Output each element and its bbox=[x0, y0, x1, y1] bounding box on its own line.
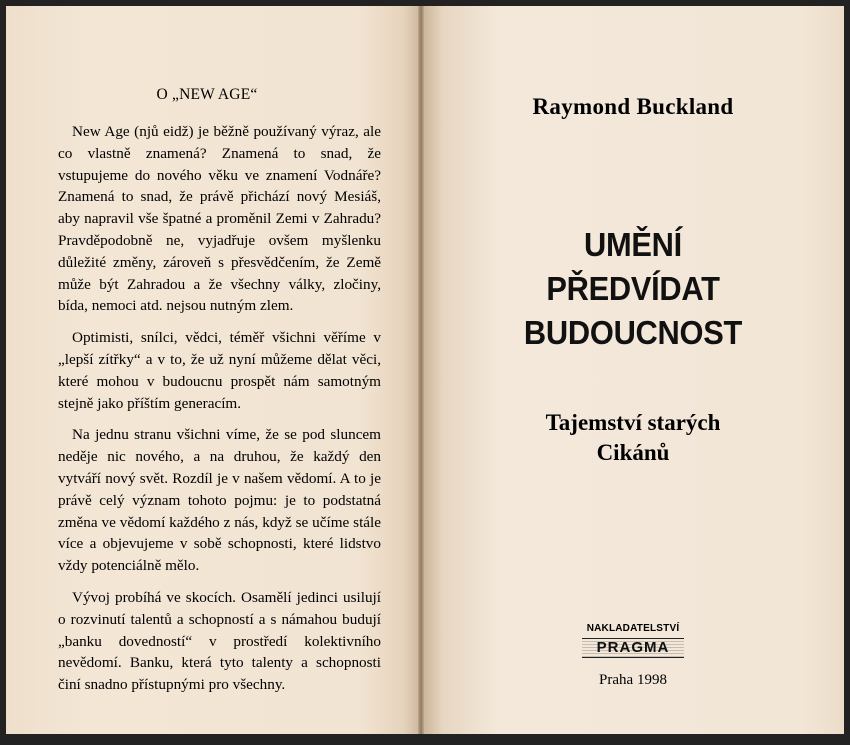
left-page-body bbox=[58, 121, 381, 706]
section-heading: O „NEW AGE“ bbox=[156, 86, 258, 103]
paragraph-4: Vývoj probíhá ve skocích. Osamělí jedinci usilují o rozvinutí talentů a schopností a s námahou budují „banku dovedností“ v prostředí kolektivního nevědomí. Banku, která tyto talenty a schopnosti činí snadno přístupnými pro všechny. bbox=[58, 588, 381, 694]
title-line-2: PŘEDVÍDAT bbox=[546, 271, 720, 308]
book-subtitle bbox=[422, 408, 844, 468]
paragraph-3: Na jednu stranu všichni víme, že se pod sluncem neděje nic nového, a na druhou, že každý den vytváří nový svět. Rozdíl je v našem vědomí. A to je právě celý význam tohoto pojmu: je to podstatná změna ve vědomí každého z nás, když se učíme stále více a objevujeme v sobě schopnosti, které lidstvo vždy potenciálně mělo. bbox=[58, 426, 381, 575]
subtitle-line-1: Tajemství starých bbox=[545, 410, 721, 435]
paragraph-1: New Age (njů eidž) je běžně používaný výraz, ale co vlastně znamená? Znamená to snad, že vstupujeme do nového věku ve znamení Vodnáře? Znamená to snad, že právě přichází nový Mesiáš, aby napravil vše špatné a proměnil Zemi v Zahradu? Pravděpodobně ne, vyjadřuje ovšem myšlenku důležité změny, zároveň s přesvědčením, že Země může být Zahradou a že všechny války, zločiny, bída, nemoci atd. nejsou nutným zlem. bbox=[58, 123, 381, 315]
subtitle-line-2: Cikánů bbox=[596, 440, 670, 465]
author-name: Raymond Buckland bbox=[532, 94, 734, 119]
publisher-logo bbox=[582, 623, 684, 658]
title-line-1: UMĚNÍ bbox=[584, 227, 682, 264]
paragraph-2: Optimisti, snílci, vědci, téměř všichni věříme v „lepší zítřky“ a v to, že už nyní můžeme dělat věci, které mohou v budoucnu prospět nám samotným stejně jako příštím generacím. bbox=[58, 329, 381, 412]
place-and-year: Praha 1998 bbox=[599, 672, 667, 688]
publisher-name: PRAGMA bbox=[582, 638, 684, 658]
title-line-3: BUDOUCNOST bbox=[523, 315, 743, 352]
book-title bbox=[439, 224, 827, 356]
publisher-label: NAKLADATELSTVÍ bbox=[586, 623, 680, 634]
